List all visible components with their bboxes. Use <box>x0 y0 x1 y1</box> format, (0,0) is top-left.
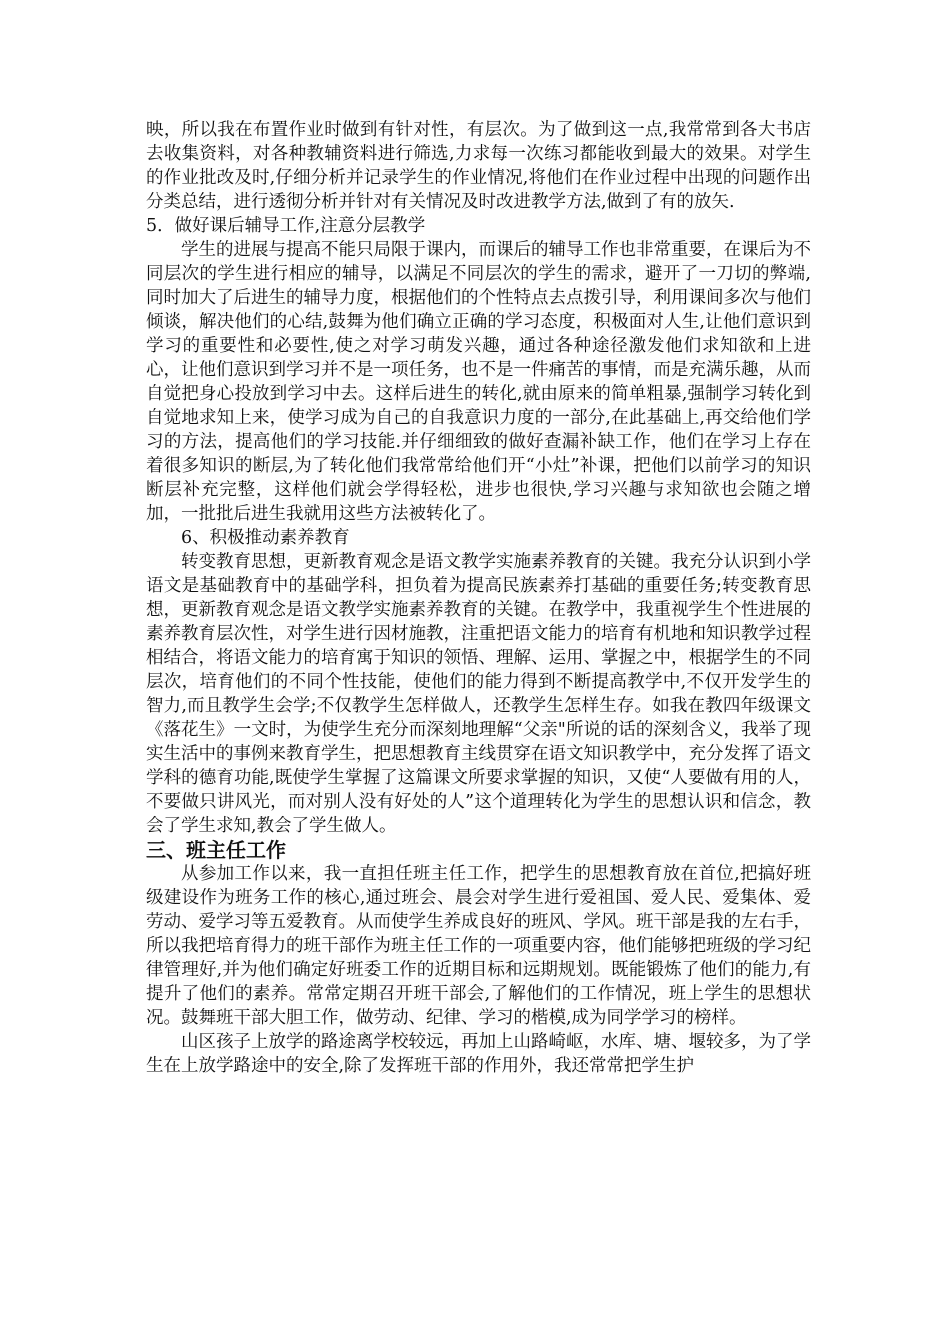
chapter-heading-class-teacher: 三、班主任工作 <box>146 838 286 862</box>
paragraph-continuation: 映，所以我在布置作业时做到有针对性，有层次。为了做到这一点,我常常到各大书店去收集资料，对各种教辅资料进行筛选,力求每一次练习都能收到最大的效果。对学生的作业批改及时,仔细分析并记录学生的作业情况,将他们在作业过程中出现的问题作出分类总结，进行透彻分析并针对有关情况及时改进教学方法,做到了有的放矢. <box>146 120 811 212</box>
section-heading-5: 5．做好课后辅导工作,注意分层教学 <box>146 216 426 236</box>
paragraph-class-teacher-work: 从参加工作以来，我一直担任班主任工作，把学生的思想教育放在首位,把搞好班级建设作为班务工作的核心,通过班会、晨会对学生进行爱祖国、爱人民、爱集体、爱劳动、爱学习等五爱教育。从而使学生养成良好的班风、学风。班干部是我的左右手，所以我把培育得力的班干部作为班主任工作的一项重要内容，他们能够把班级的学习纪律管理好,并为他们确定好班委工作的近期目标和远期规划。既能锻炼了他们的能力,有提升了他们的素养。常常定期召开班干部会,了解他们的工作情况，班上学生的思想状况。鼓舞班干部大胆工作，做劳动、纪律、学习的楷模,成为同学学习的榜样。 <box>146 864 811 1028</box>
document-body <box>146 118 811 1078</box>
paragraph-tutoring: 学生的进展与提高不能只局限于课内，而课后的辅导工作也非常重要，在课后为不同层次的学生进行相应的辅导，以满足不同层次的学生的需求，避开了一刀切的弊端,同时加大了后进生的辅导力度，根据他们的个性特点去点拨引导，利用课间多次与他们倾谈，解决他们的心结,鼓舞为他们确立正确的学习态度，积极面对人生,让他们意识到学习的重要性和必要性,使之对学习萌发兴趣，通过各种途径激发他们求知欲和上进心，让他们意识到学习并不是一项任务，也不是一件痛苦的事情，而是充满乐趣，从而自觉把身心投放到学习中去。这样后进生的转化,就由原来的简单粗暴,强制学习转化到自觉地求知上来，使学习成为自己的自我意识力度的一部分,在此基础上,再交给他们学习的方法，提高他们的学习技能.并仔细细致的做好查漏补缺工作，他们在学习上存在着很多知识的断层,为了转化他们我常常给他们开“小灶”补课，把他们以前学习的知识断层补充完整，这样他们就会学得轻松，进步也很快,学习兴趣与求知欲也会随之增加，一批批后进生我就用这些方法被转化了。 <box>146 240 811 524</box>
paragraph-quality-education: 转变教育思想，更新教育观念是语文教学实施素养教育的关键。我充分认识到小学语文是基础教育中的基础学科，担负着为提高民族素养打基础的重要任务;转变教育思想，更新教育观念是语文教学实施素养教育的关键。在教学中，我重视学生个性进展的素养教育层次性，对学生进行因材施教，注重把语文能力的培育有机地和知识教学过程相结合，将语文能力的培育寓于知识的领悟、理解、运用、掌握之中，根据学生的不同层次，培育他们的不同个性技能，使他们的能力得到不断提高教学中,不仅开发学生的智力,而且教学生会学;不仅教学生怎样做人，还教学生怎样生存。如我在教四年级课文《落花生》一文时，为使学生充分而深刻地理解“父亲"所说的话的深刻含义，我举了现实生活中的事例来教育学生，把思想教育主线贯穿在语文知识教学中，充分发挥了语文学科的德育功能,既使学生掌握了这篇课文所要求掌握的知识，又使“人要做有用的人，不要做只讲风光，而对别人没有好处的人”这个道理转化为学生的思想认识和信念，教会了学生求知,教会了学生做人。 <box>146 552 811 836</box>
paragraph-student-safety: 山区孩子上放学的路途离学校较远，再加上山路崎岖，水库、塘、堰较多，为了学生在上放学路途中的安全,除了发挥班干部的作用外，我还常常把学生护 <box>146 1032 811 1076</box>
section-heading-6: 6、积极推动素养教育 <box>181 528 350 548</box>
